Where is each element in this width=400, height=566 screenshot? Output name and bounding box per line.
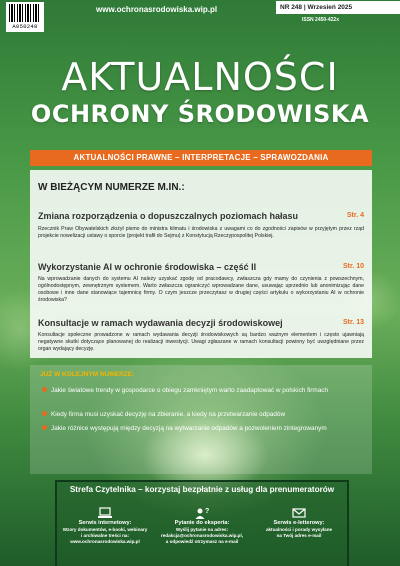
reader-zone <box>55 480 349 566</box>
current-issue-heading: W BIEŻĄCYM NUMERZE M.IN.: <box>38 182 185 193</box>
next-issue-item-text: Kiedy firma musi uzyskać decyzję na zbieranie, a kiedy na przetwarzanie odpadów <box>51 411 286 418</box>
website-url[interactable]: www.ochronasrodowiska.wip.pl <box>96 5 218 14</box>
service-title: Serwis internetowy: <box>78 520 132 526</box>
article-summary: Na wprowadzanie danych do systemu AI należy uzyskać zgodę od pracodawcy, zwłaszcza gdy mamy do czynienia z powszechnym, ogólnodostępnym, zewnętrznym systemem. Warto zwłaszcza ograniczyć wprowadzane dane, usuwając uprzednio lub anonimizując dane osobowe i inne dane stanowiące tajemnicę firmy. O czym jeszcze przeczytasz w drugiej części artykułu o wykorzystaniu AI w ochronie środowiska? <box>38 276 364 303</box>
svg-text:?: ? <box>205 508 210 515</box>
next-issue-heading: JUŻ W KOLEJNYM NUMERZE: <box>40 371 135 378</box>
bullet-icon <box>42 425 47 430</box>
section-banner: AKTUALNOŚCI PRAWNE – INTERPRETACJE – SPRAWOZDANIA <box>30 150 372 166</box>
article-page: Str. 4 <box>346 212 364 219</box>
magazine-title-line2: OCHRONY ŚRODOWISKA <box>30 100 370 128</box>
magazine-title-line1: AKTUALNOŚCI <box>61 55 339 99</box>
bullet-icon <box>42 411 47 416</box>
service-description <box>251 527 347 539</box>
next-issue-item-text: Jakie różnice występują między decyzją na wytwarzanie odpadów a pozwoleniem zintegrowanym <box>51 425 327 432</box>
issn: ISSN 2450-422x <box>302 17 339 23</box>
next-issue-panel <box>30 365 372 474</box>
service-description-line: i archiwalne treści na: <box>81 533 129 538</box>
laptop-icon <box>97 507 113 519</box>
envelope-icon <box>291 507 307 519</box>
service-description <box>154 527 250 545</box>
barcode <box>6 2 44 32</box>
next-issue-item <box>42 425 360 433</box>
service-description-line: aktualności i porady wysyłane <box>265 527 333 532</box>
service-website[interactable] <box>57 507 153 545</box>
user-question-icon <box>194 507 210 519</box>
article-title[interactable]: Wykorzystanie AI w ochronie środowiska – część II <box>38 262 257 272</box>
article-title[interactable]: Konsultacje w ramach wydawania decyzji środowiskowej <box>38 318 283 328</box>
service-description-line[interactable]: www.ochronasrodowiska.wip.pl <box>70 539 140 544</box>
current-issue-panel <box>30 170 372 358</box>
service-title: Pytanie do eksperta: <box>174 520 230 526</box>
reader-zone-title: Strefa Czytelnika – korzystaj bezpłatnie z usług dla prenumeratorów <box>69 485 335 494</box>
article-summary: Konsultacje społeczne prowadzone w ramach wydawania decyzji środowiskowych są bardzo ważnym elementem i często ujawniają negatywne skutki dotyczące planowanej do realizacji inwestycji. Uwagi zgłaszane w ramach konsultacji powinny być uwzględniane przez organ wydający decyzję. <box>38 332 364 352</box>
service-expert-question[interactable] <box>154 507 250 545</box>
issue-number: NR 248 | Wrzesień 2025 <box>280 4 353 11</box>
article-title[interactable]: Zmiana rozporządzenia o dopuszczalnych poziomach hałasu <box>38 211 299 221</box>
article-page: Str. 13 <box>342 319 364 326</box>
bullet-icon <box>42 387 47 392</box>
next-issue-item <box>42 387 360 395</box>
service-description <box>57 527 153 545</box>
service-description-line: na Twój adres e-mail <box>276 533 322 538</box>
service-description-line[interactable]: redakcja@ochronasrodowiska.wip.pl, <box>160 533 244 538</box>
next-issue-item-text: Jakie światowe trendy w gospodarce o obiegu zamkniętym warto zaadaptować w polskich firmach <box>51 387 329 394</box>
next-issue-item <box>42 411 360 419</box>
barcode-bars <box>9 4 41 22</box>
barcode-number: A050248 <box>12 23 38 30</box>
service-eletter[interactable] <box>251 507 347 539</box>
service-description-line: Wzory dokumentów, e-booki, webinary <box>62 527 148 532</box>
article-page: Str. 10 <box>342 263 364 270</box>
service-description-line: Wyślij pytanie na adres: <box>175 527 229 532</box>
service-title: Serwis e-letterowy: <box>273 520 325 526</box>
article-summary: Rzecznik Praw Obywatelskich złożył pismo do ministra klimatu i środowiska z uwagami co do zgodności zapisów w przyjętym przez rząd projekcie nowelizacji ustawy o sporcie (projekt trafił do Sejmu) z Konstytucją Rzeczypospolitej Polskiej. <box>38 226 364 239</box>
service-description-line: a odpowiedź otrzymasz na e-mail <box>165 539 239 544</box>
